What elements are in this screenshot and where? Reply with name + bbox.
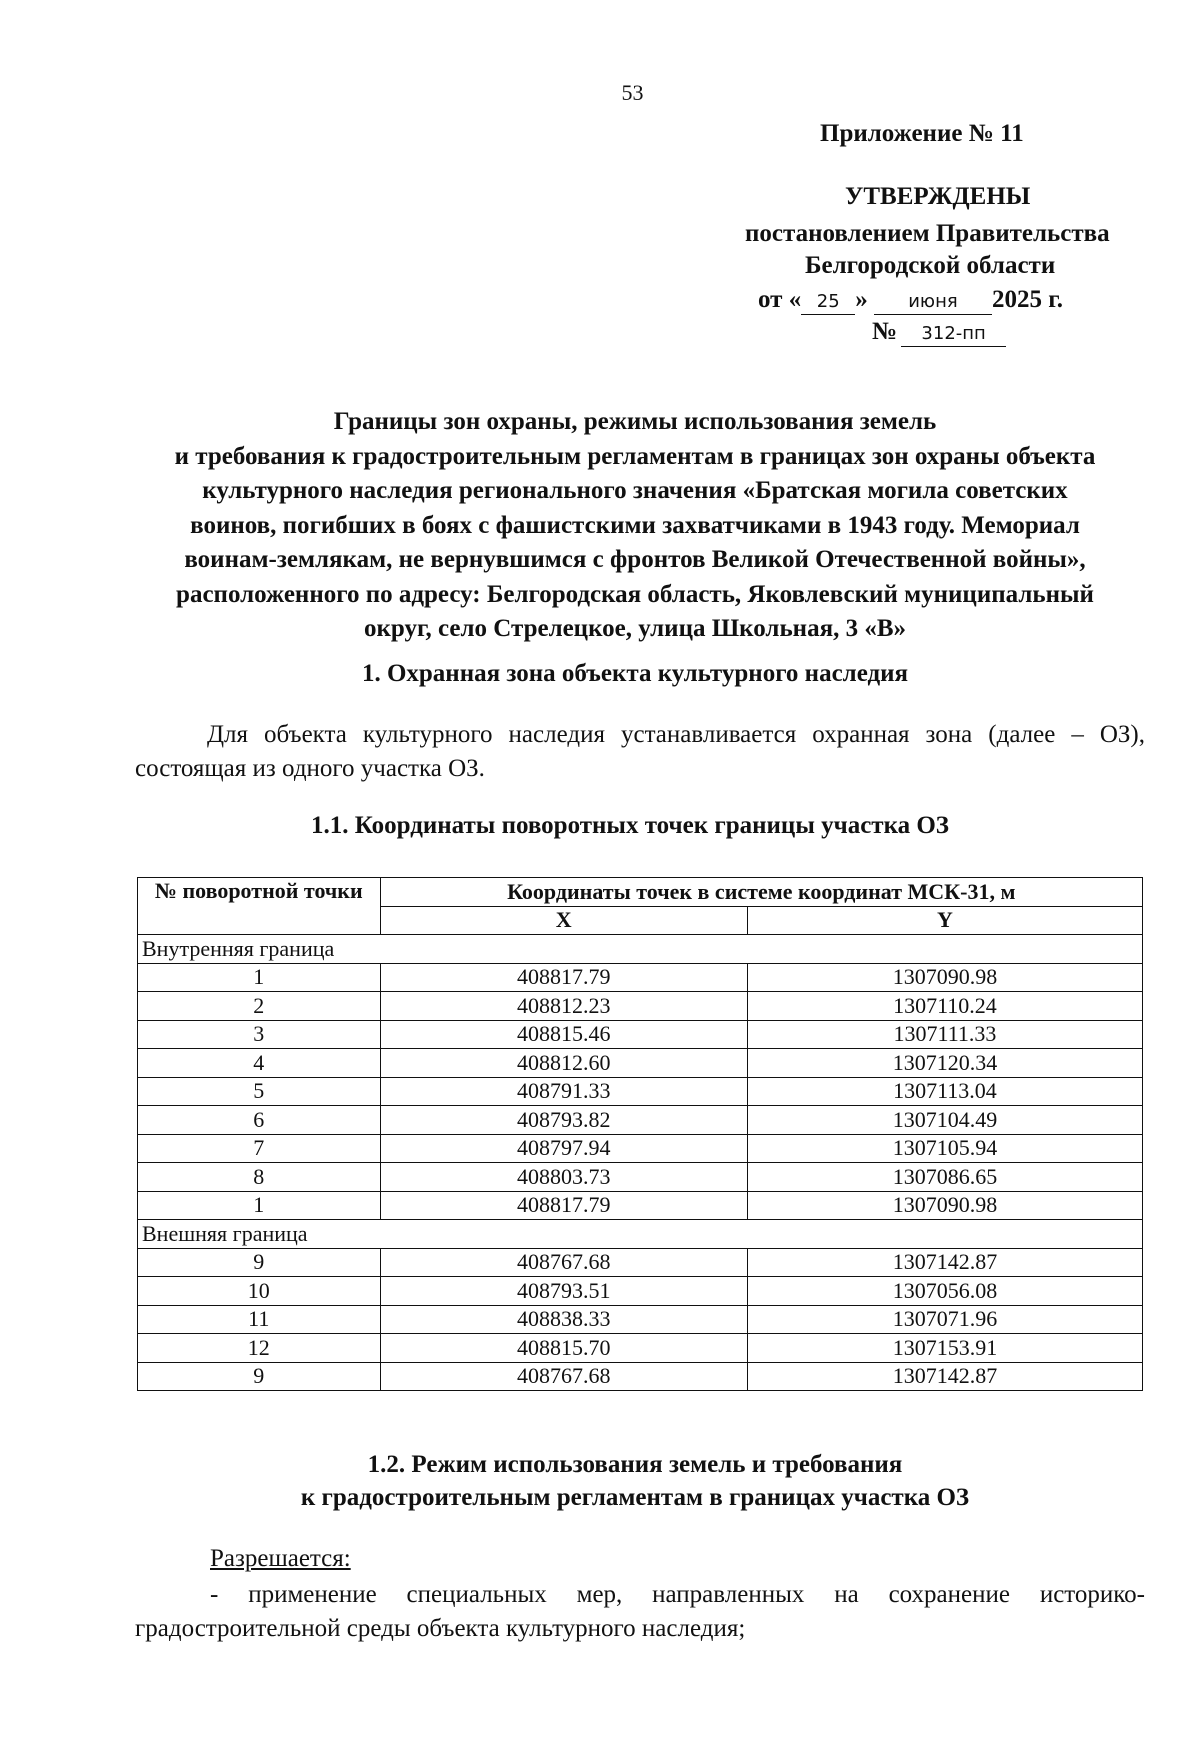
- section-1-paragraph: [135, 718, 1145, 786]
- title-line: воинов, погибших в боях с фашистскими захватчиками в 1943 году. Мемориал: [190, 511, 1080, 539]
- coord-y: 1307120.34: [747, 1049, 1142, 1078]
- allowed-label: Разрешается:: [210, 1545, 351, 1572]
- point-number: 12: [138, 1334, 381, 1363]
- coord-y: 1307142.87: [747, 1248, 1142, 1277]
- point-number: 4: [138, 1049, 381, 1078]
- table-row: [138, 1191, 1143, 1220]
- coord-y: 1307090.98: [747, 963, 1142, 992]
- date-prefix: от «: [758, 286, 802, 313]
- section-1-1-heading: 1.1. Координаты поворотных точек границы участка ОЗ: [311, 812, 949, 839]
- coord-y: 1307153.91: [747, 1334, 1142, 1363]
- title-line: округ, село Стрелецкое, улица Школьная, 3 «В»: [363, 615, 907, 642]
- coord-x: 408797.94: [380, 1134, 747, 1163]
- coord-y: 1307056.08: [747, 1277, 1142, 1306]
- approval-number: [872, 318, 1006, 347]
- coord-y: 1307071.96: [747, 1305, 1142, 1334]
- coord-x: 408791.33: [380, 1077, 747, 1106]
- point-number: 7: [138, 1134, 381, 1163]
- inner-boundary-label: Внутренняя граница: [138, 935, 1143, 964]
- date-year: 2025 г.: [991, 286, 1063, 313]
- col-y-header: Y: [747, 906, 1142, 935]
- coord-x: 408812.23: [380, 992, 747, 1021]
- table-row: [138, 1106, 1143, 1135]
- allowed-item: [135, 1578, 1145, 1646]
- coord-y: 1307104.49: [747, 1106, 1142, 1135]
- point-number: 9: [138, 1248, 381, 1277]
- col-x-header: X: [380, 906, 747, 935]
- section-1-2-heading-line-1: 1.2. Режим использования земель и требования: [367, 1451, 903, 1478]
- point-number: 8: [138, 1163, 381, 1192]
- number-prefix: №: [872, 318, 898, 345]
- coord-x: 408803.73: [380, 1163, 747, 1192]
- table-row: [138, 1277, 1143, 1306]
- point-number: 5: [138, 1077, 381, 1106]
- page-number: 53: [621, 80, 644, 105]
- table-row: [138, 1049, 1143, 1078]
- approval-line-2: Белгородской области: [805, 252, 1056, 279]
- date-month: июня: [908, 291, 958, 312]
- section-1-text: Для объекта культурного наследия устанавливается охранная зона (далее – ОЗ), состоящая из одного участка ОЗ.: [135, 721, 1145, 782]
- col-point-header: № поворотной точки: [138, 878, 381, 935]
- table-row: [138, 1334, 1143, 1363]
- coord-x: 408815.70: [380, 1334, 747, 1363]
- approval-line-1: постановлением Правительства: [745, 220, 1110, 247]
- document-title: [120, 405, 1150, 647]
- coord-x: 408767.68: [380, 1362, 747, 1391]
- title-line: расположенного по адресу: Белгородская область, Яковлевский муниципальный: [176, 580, 1094, 608]
- coord-x: 408767.68: [380, 1248, 747, 1277]
- table-row: [138, 1248, 1143, 1277]
- coord-x: 408838.33: [380, 1305, 747, 1334]
- table-row: [138, 1163, 1143, 1192]
- point-number: 10: [138, 1277, 381, 1306]
- point-number: 11: [138, 1305, 381, 1334]
- title-line: Границы зон охраны, режимы использования земель: [333, 408, 937, 435]
- title-line: и требования к градостроительным регламентам в границах зон охраны объекта: [174, 442, 1096, 470]
- coord-y: 1307090.98: [747, 1191, 1142, 1220]
- col-coords-header: Координаты точек в системе координат МСК-31, м: [380, 878, 1142, 907]
- point-number: 1: [138, 963, 381, 992]
- point-number: 1: [138, 1191, 381, 1220]
- coord-y: 1307111.33: [747, 1020, 1142, 1049]
- coord-x: 408812.60: [380, 1049, 747, 1078]
- section-1-2-heading-line-2: к градостроительным регламентам в границах участка ОЗ: [300, 1484, 970, 1511]
- title-line: воинам-землякам, не вернувшимся с фронтов Великой Отечественной войны»,: [184, 546, 1086, 573]
- number-value: 312-пп: [921, 323, 986, 344]
- table-row: [138, 992, 1143, 1021]
- section-1-2-heading: [120, 1448, 1150, 1514]
- point-number: 3: [138, 1020, 381, 1049]
- coord-x: 408793.51: [380, 1277, 747, 1306]
- coord-y: 1307086.65: [747, 1163, 1142, 1192]
- point-number: 6: [138, 1106, 381, 1135]
- coord-x: 408817.79: [380, 963, 747, 992]
- allowed-item-line-2: градостроительной среды объекта культурного наследия;: [135, 1615, 746, 1642]
- point-number: 2: [138, 992, 381, 1021]
- coord-x: 408815.46: [380, 1020, 747, 1049]
- table-row: [138, 963, 1143, 992]
- date-day: 25: [816, 291, 840, 312]
- table-row: [138, 1134, 1143, 1163]
- coordinates-table: [137, 877, 1143, 1391]
- date-mid: »: [855, 286, 868, 313]
- table-row: [138, 1077, 1143, 1106]
- point-number: 9: [138, 1362, 381, 1391]
- allowed-item-line-1: - применение специальных мер, направленных на сохранение историко-: [210, 1581, 1145, 1608]
- table-row: [138, 1305, 1143, 1334]
- approval-date: [758, 286, 1063, 315]
- annex-label: Приложение № 11: [820, 120, 1024, 147]
- approved-heading: УТВЕРЖДЕНЫ: [845, 183, 1031, 210]
- coord-x: 408817.79: [380, 1191, 747, 1220]
- table-row: [138, 1362, 1143, 1391]
- title-line: культурного наследия регионального значения «Братская могила советских: [202, 477, 1068, 504]
- coord-y: 1307113.04: [747, 1077, 1142, 1106]
- table-row: [138, 1020, 1143, 1049]
- coord-y: 1307110.24: [747, 992, 1142, 1021]
- section-1-heading: 1. Охранная зона объекта культурного наследия: [361, 660, 909, 687]
- coord-y: 1307142.87: [747, 1362, 1142, 1391]
- outer-boundary-label: Внешняя граница: [138, 1220, 1143, 1249]
- coord-x: 408793.82: [380, 1106, 747, 1135]
- coord-y: 1307105.94: [747, 1134, 1142, 1163]
